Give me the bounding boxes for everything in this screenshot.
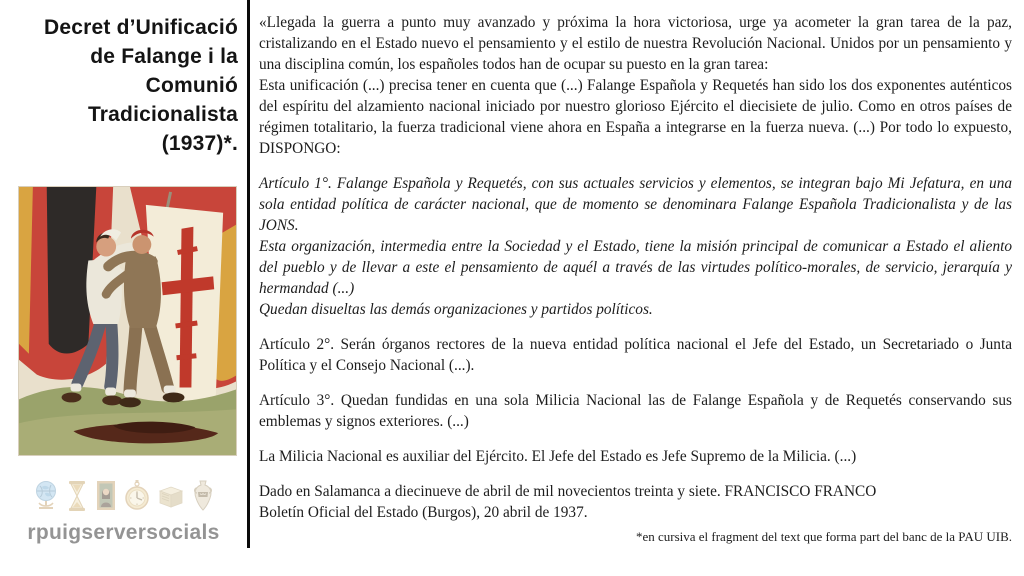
page-title-line: de Falange i la — [90, 45, 238, 68]
doc-paragraph-articulo-3: Artículo 3°. Quedan fundidas en una sola Milicia Nacional las de Falange Española y de Requetés conservando sus emblemas y signos exteriores. (...) — [259, 392, 1012, 430]
doc-paragraph: La Milicia Nacional es auxiliar del Ejército. El Jefe del Estado es Jefe Supremo de la Milicia. (...) — [259, 448, 857, 465]
doc-paragraph: Esta organización, intermedia entre la Sociedad y el Estado, tiene la misión principal de comunicar a Estado el aliento del pueblo y de llevar a este el pensamiento de aquél a través de las virtudes político-morales, de servicio, jerarquía y hermandad (...) — [259, 238, 1012, 297]
doc-paragraph: Quedan disueltas las demás organizaciones y partidos políticos. — [259, 301, 653, 318]
pocket-watch-icon — [123, 479, 151, 518]
sidebar — [0, 0, 247, 576]
poster-illustration — [19, 187, 236, 455]
brand-name: rpuigserversocials — [27, 521, 220, 544]
brand-logo — [0, 482, 247, 545]
page-title-line: Decret d’Unificació — [43, 16, 238, 39]
doc-paragraph-signature: Dado en Salamanca a diecinueve de abril de mil novecientos treinta y siete. FRANCISCO FRANCO — [259, 483, 877, 500]
brand-icon-row — [0, 482, 247, 518]
page-title-line: Comunió — [145, 74, 238, 97]
page-title-line: (1937)*. — [161, 132, 238, 155]
doc-paragraph: Esta unificación (...) precisa tener en cuenta que (...) Falange Española y Requetés han sido los dos exponentes auténticos del espíritu del alzamiento nacional iniciado por nuestro glorioso Ejército el diecisiete de julio. Como en otros países de régimen totalitario, la fuerza tradicional viene ahora en España a integrarse en la fuerza nueva. (...) Por todo lo expuesto, DISPONGO: — [259, 77, 1012, 157]
mona-lisa-icon — [94, 479, 118, 518]
book-icon — [156, 479, 186, 518]
unification-poster-image — [18, 186, 237, 456]
hourglass-icon — [65, 479, 89, 518]
document-text — [259, 12, 1012, 547]
column-divider — [247, 0, 250, 548]
page-title-line: Tradicionalista — [87, 103, 238, 126]
amphora-icon — [191, 479, 215, 518]
page-title — [4, 13, 238, 158]
globe-icon — [33, 479, 60, 518]
doc-paragraph-articulo-1: Artículo 1°. Falange Española y Requetés, con sus actuales servicios y elementos, se integran bajo Mi Jefatura, en una sola entidad política de carácter nacional, que de momento se denominara Falange Española Tradicionalista y de las JONS. — [259, 175, 1012, 234]
doc-paragraph-articulo-2: Artículo 2°. Serán órganos rectores de la nueva entidad política nacional el Jefe del Estado, un Secretariado o Junta Política y el Consejo Nacional (...). — [259, 336, 1012, 374]
doc-paragraph: «Llegada la guerra a punto muy avanzado y próxima la hora victoriosa, urge ya acometer la gran tarea de la paz, cristalizando en el Estado nuevo el pensamiento y el estilo de nuestra Revolución Nacional. Unidos por un pensamiento y una disciplina común, los españoles todos han de ocupar su puesto en la gran tarea: — [259, 14, 1012, 73]
footnote: *en cursiva el fragment del text que forma part del banc de la PAU UIB. — [635, 529, 1012, 544]
doc-paragraph-boletin: Boletín Oficial del Estado (Burgos), 20 abril de 1937. — [259, 504, 588, 521]
